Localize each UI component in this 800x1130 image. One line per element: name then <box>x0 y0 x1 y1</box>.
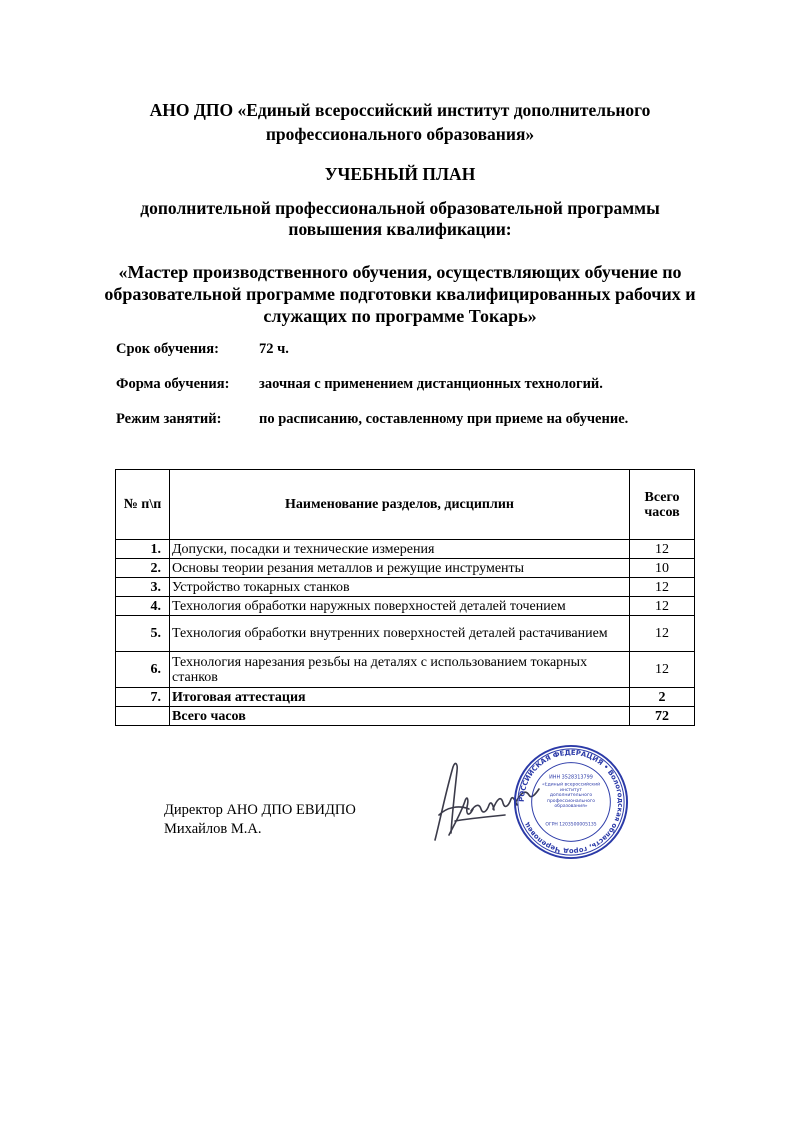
table-row <box>116 688 695 707</box>
row-number: 2. <box>116 559 170 578</box>
subtitle-line-1: дополнительной профессиональной образовательной программы <box>140 198 660 218</box>
row-number: 4. <box>116 597 170 616</box>
row-hours: 10 <box>630 559 695 578</box>
stamp-ogrn: ОГРН 1203500005135 <box>545 822 597 828</box>
row-number: 5. <box>116 616 170 652</box>
row-section-name: Технология обработки наружных поверхностей деталей точением <box>170 597 630 616</box>
program-line-1: «Мастер производственного обучения, осуществляющих обучение по <box>118 262 682 282</box>
study-form-row <box>116 376 603 393</box>
table-row <box>116 578 695 597</box>
row-section-name: Основы теории резания металлов и режущие инструменты <box>170 559 630 578</box>
row-number: 6. <box>116 652 170 688</box>
program-line-3: служащих по программе Токарь» <box>263 306 537 326</box>
organization-name <box>0 98 800 146</box>
stamp-inn: ИНН 3528313799 <box>549 774 593 781</box>
row-hours: 12 <box>630 578 695 597</box>
official-stamp <box>512 743 630 861</box>
duration-row <box>116 341 289 358</box>
table-row <box>116 616 695 652</box>
director-signature-block <box>164 801 356 839</box>
row-hours: 12 <box>630 597 695 616</box>
director-title: Директор АНО ДПО ЕВИДПО <box>164 802 356 818</box>
header-number: № п\п <box>116 470 170 540</box>
study-form-value: заочная с применением дистанционных технологий. <box>259 376 603 392</box>
table-row <box>116 652 695 688</box>
row-number: 7. <box>116 688 170 707</box>
row-section-name: Итоговая аттестация <box>170 688 630 707</box>
row-section-name: Устройство токарных станков <box>170 578 630 597</box>
total-label: Всего часов <box>170 707 630 726</box>
total-hours: 72 <box>630 707 695 726</box>
total-number-cell <box>116 707 170 726</box>
director-name: Михайлов М.А. <box>164 821 262 837</box>
org-line-1: АНО ДПО «Единый всероссийский институт дополнительного <box>149 100 651 120</box>
table-row <box>116 559 695 578</box>
schedule-row <box>116 411 628 428</box>
program-type <box>0 198 800 240</box>
header-hours <box>630 470 695 540</box>
study-form-label: Форма обучения: <box>116 376 230 392</box>
table-row <box>116 597 695 616</box>
schedule-label: Режим занятий: <box>116 411 222 427</box>
document-title: УЧЕБНЫЙ ПЛАН <box>324 164 476 184</box>
stamp-center-text: «Единый всероссийский институт дополнительного профессионального образования» <box>541 782 601 810</box>
row-section-name: Допуски, посадки и технические измерения <box>170 540 630 559</box>
header-hours-line-2: часов <box>644 504 680 520</box>
subtitle-line-2: повышения квалификации: <box>288 219 512 239</box>
stamp-outer-text: РОССИЙСКАЯ ФЕДЕРАЦИЯ • Вологодская область, город Череповец <box>517 748 625 856</box>
schedule-value: по расписанию, составленному при приеме на обучение. <box>259 411 629 427</box>
row-hours: 12 <box>630 540 695 559</box>
table-header-row <box>116 470 695 540</box>
header-section-name: Наименование разделов, дисциплин <box>170 470 630 540</box>
duration-label: Срок обучения: <box>116 341 219 357</box>
row-number: 3. <box>116 578 170 597</box>
row-section-name: Технология нарезания резьбы на деталях с использованием токарных станков <box>170 652 630 688</box>
table-row <box>116 540 695 559</box>
program-line-2: образовательной программе подготовки квалифицированных рабочих и <box>104 284 696 304</box>
row-hours: 2 <box>630 688 695 707</box>
curriculum-table <box>115 469 695 726</box>
row-hours: 12 <box>630 616 695 652</box>
table-total-row <box>116 707 695 726</box>
header-hours-line-1: Всего <box>644 489 680 505</box>
program-name <box>0 261 800 327</box>
duration-value: 72 ч. <box>259 341 289 357</box>
row-section-name: Технология обработки внутренних поверхностей деталей растачиванием <box>170 616 630 652</box>
row-number: 1. <box>116 540 170 559</box>
row-hours: 12 <box>630 652 695 688</box>
org-line-2: профессионального образования» <box>265 124 535 144</box>
